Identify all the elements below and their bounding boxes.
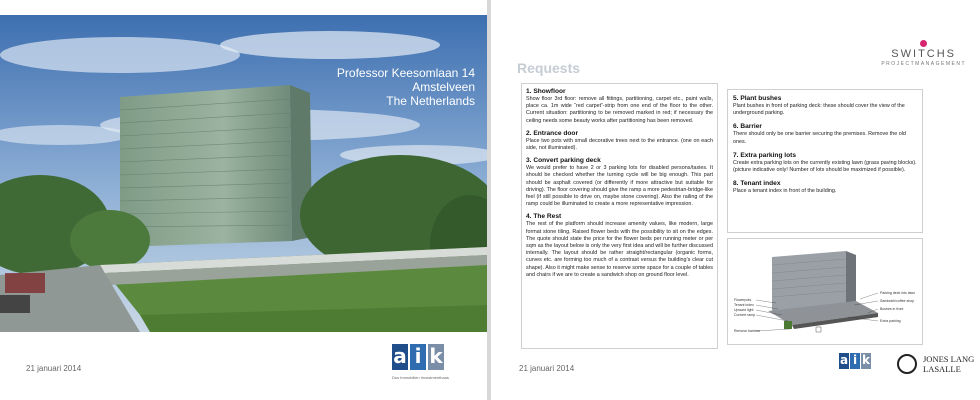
request-title: 5. Plant bushes <box>733 95 782 102</box>
request-item <box>526 157 713 208</box>
requests-box-left <box>521 83 718 349</box>
request-title: 6. Barrier <box>733 123 762 131</box>
diagram-label: Extra parking <box>880 319 901 323</box>
requests-box-right <box>727 89 923 233</box>
diagram-label: Sandwich/coffee shop <box>880 299 915 303</box>
site-diagram <box>727 238 923 345</box>
aik-subtitle: Dus Immobilien Investmenthaus <box>392 375 449 380</box>
left-page <box>0 0 487 400</box>
request-body: Create extra parking lots on the currently existing lawn (grass paving blocks). (picture indicative only! Number of lots should be maximized if possible). <box>733 159 917 174</box>
aik-letter-i: i <box>850 353 860 369</box>
request-title: 4. The Rest <box>526 213 562 221</box>
aik-letter-a: a <box>393 344 407 368</box>
right-page <box>491 0 980 400</box>
request-body: The rest of the platform should increase amenity values, like modern, large format stone tiling. Raised flower beds with the possibility to sit on the edges. The quote should state the price for the flower beds per running meter or per sqm as the layout below is only the very first idea and will be further discussed internally. The layout should be rather straight/rectangular (organic forms, curves etc. are forming too much of a contrast versus the building’s clear cut shape). Also it might make sense to reserve some space for a couple of tables and chairs if we are to create a sandwich shop on ground floor level. <box>526 221 713 278</box>
address-line3: The Netherlands <box>386 94 475 108</box>
request-body: We would prefer to have 2 or 3 parking lots for disabled persons/taxies. It should be checked whether the turning cycle will be big enough. This part should be asphalt covered (or differently if more attractive but suitable for driving). The floor covering should give the ramp a more pedestrian-bridge-like feel (if still possible to drive on, maybe stone covering). Also the railing of the ramp could be illuminated to create a more representative impression. <box>526 165 713 208</box>
request-item <box>526 88 713 125</box>
jll-line2: LASALLE <box>923 364 961 374</box>
request-body: Place two pots with small decorative trees next to the entrance. (one on each side, not illuminated). <box>526 137 713 152</box>
switchs-name: SWITCHS <box>891 48 957 60</box>
address-line1: Professor Keesomlaan 14 <box>336 66 475 80</box>
aik-logo <box>392 344 466 382</box>
building-photo <box>0 15 487 332</box>
request-title: 2. Entrance door <box>526 129 579 137</box>
request-item <box>526 213 713 279</box>
switchs-dot-icon <box>920 40 927 47</box>
aik-letter-a: a <box>839 353 849 367</box>
aik-letter-i: i <box>410 344 426 370</box>
jll-logo <box>897 353 977 377</box>
request-item <box>733 95 917 117</box>
request-item <box>733 180 917 195</box>
request-body: Place a tenant index in front of the building. <box>733 188 837 195</box>
aik-logo-small <box>839 353 883 377</box>
page-title: Requests <box>517 60 581 76</box>
request-title: 3. Convert parking deck <box>526 157 601 165</box>
diagram-label: Bushes in front <box>880 307 904 311</box>
aik-letter-k: k <box>862 353 870 367</box>
diagram-label: Parking deck into lawn <box>880 291 916 295</box>
request-body: Plant bushes in front of parking deck: these should cover the view of the underground parking. <box>733 103 905 117</box>
address-line2: Amstelveen <box>412 80 475 94</box>
request-title: 7. Extra parking lots <box>733 151 797 159</box>
diagram-label: Tenant index <box>734 303 754 307</box>
diagram-label: Flowerpots <box>734 298 752 302</box>
request-item <box>526 130 713 152</box>
aik-letter-k: k <box>429 344 443 368</box>
request-title: 8. Tenant index <box>733 180 781 188</box>
request-body: There should only be one barrier securing the premises. Remove the old ones. <box>733 131 906 145</box>
switchs-logo <box>881 40 966 67</box>
right-date: 21 januari 2014 <box>519 364 575 373</box>
request-title: 1. Showfloor <box>526 88 566 95</box>
jll-circle-icon <box>897 354 917 374</box>
diagram-label: Upward light <box>734 308 754 312</box>
jll-line1: JONES LANG <box>923 354 975 364</box>
diagram-label: Convert ramp <box>734 313 756 317</box>
left-date: 21 januari 2014 <box>26 364 82 373</box>
request-item <box>733 123 917 145</box>
switchs-tagline: PROJECTMANAGEMENT <box>881 61 966 67</box>
request-item <box>733 152 917 174</box>
address-caption <box>337 66 475 108</box>
request-body: Show floor 3rd floor: remove all fittings, partitioning, carpet etc., paint walls, place ca. 1m wide “red carpet”-strip from one end of the floor to the other. Current situation: partitioning to be removed marked in red; if necessary the ceiling needs some beauty works after partitioning has been removed. <box>526 96 713 124</box>
diagram-label: Remove barriers <box>734 329 760 333</box>
